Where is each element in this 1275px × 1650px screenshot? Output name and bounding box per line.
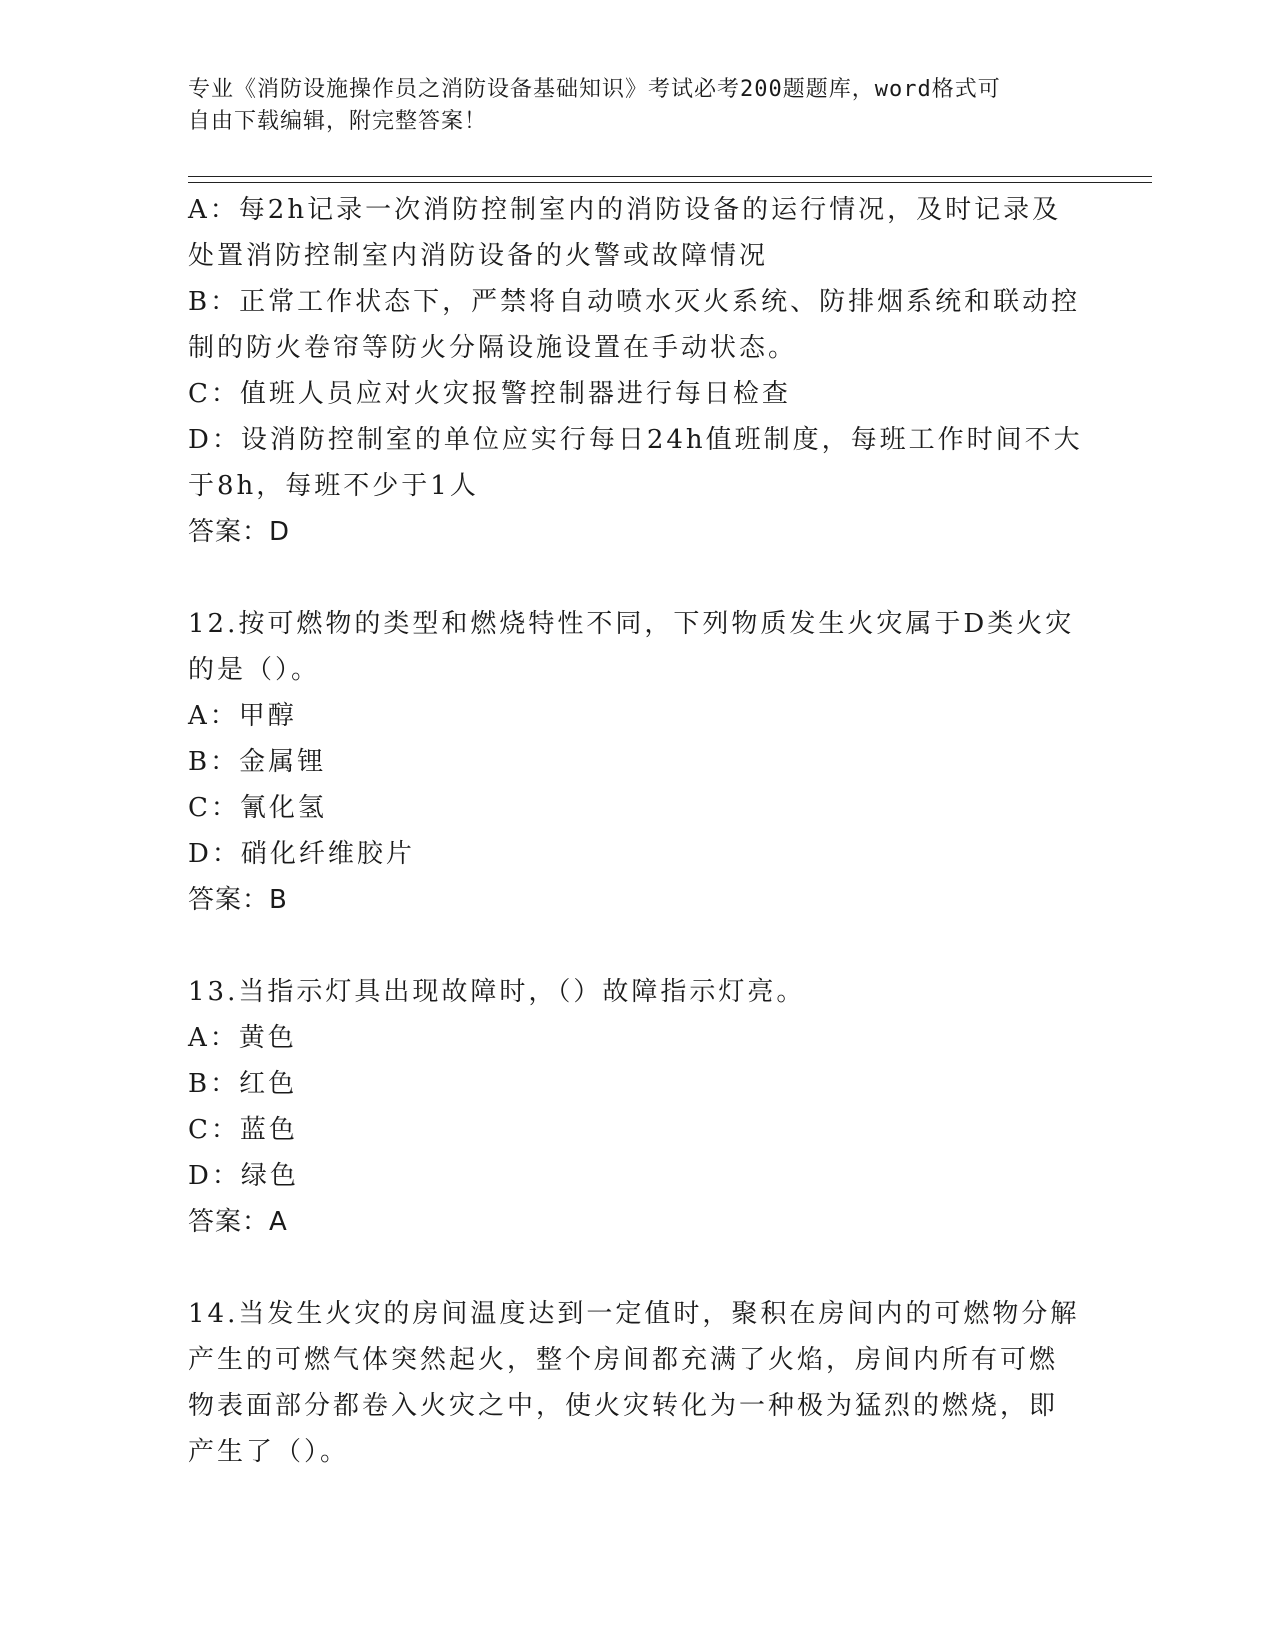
answer-line: 答案：A <box>188 1207 288 1237</box>
option-c: C：氰化氢 <box>188 793 327 823</box>
option-d: D：设消防控制室的单位应实行每日24h值班制度，每班工作时间不大 <box>188 425 1083 455</box>
spacer <box>188 1245 1068 1291</box>
option-d: D：硝化纤维胶片 <box>188 839 415 869</box>
question-14 <box>188 1291 1080 1475</box>
option-a-continued: 处置消防控制室内消防设备的火警或故障情况 <box>188 241 769 271</box>
question-stem-continued: 产生了（）。 <box>188 1437 350 1467</box>
option-b: B：红色 <box>188 1069 298 1099</box>
document-header <box>188 74 1068 138</box>
option-a: A：每2h记录一次消防控制室内的消防设备的运行情况，及时记录及 <box>188 195 1062 225</box>
question-stem-continued: 的是（）。 <box>188 655 321 685</box>
header-title-line-2: 自由下载编辑，附完整答案！ <box>188 109 488 134</box>
question-stem-continued: 产生的可燃气体突然起火，整个房间都充满了火焰，房间内所有可燃 <box>188 1345 1059 1375</box>
option-c: C：蓝色 <box>188 1115 298 1145</box>
question-content <box>188 187 1083 1475</box>
option-d: D：绿色 <box>188 1161 299 1191</box>
option-a: A：黄色 <box>188 1023 297 1053</box>
question-stem: 13.当指示灯具出现故障时，（）故障指示灯亮。 <box>188 977 806 1007</box>
question-stem-continued: 物表面部分都卷入火灾之中，使火灾转化为一种极为猛烈的燃烧，即 <box>188 1391 1059 1421</box>
option-b: B：金属锂 <box>188 747 327 777</box>
spacer <box>188 555 1068 601</box>
question-stem: 12.按可燃物的类型和燃烧特性不同，下列物质发生火灾属于D类火灾 <box>188 609 1075 639</box>
question-11 <box>188 187 1083 555</box>
question-12 <box>188 601 1075 923</box>
header-divider-top <box>188 176 1152 177</box>
option-a: A：甲醇 <box>188 701 297 731</box>
option-c: C：值班人员应对火灾报警控制器进行每日检查 <box>188 379 791 409</box>
answer-line: 答案：B <box>188 885 288 915</box>
question-stem: 14.当发生火灾的房间温度达到一定值时，聚积在房间内的可燃物分解 <box>188 1299 1080 1329</box>
spacer <box>188 923 1068 969</box>
option-b: B：正常工作状态下，严禁将自动喷水灭火系统、防排烟系统和联动控 <box>188 287 1081 317</box>
answer-line: 答案：D <box>188 517 291 547</box>
option-d-continued: 于8h，每班不少于1人 <box>188 471 479 501</box>
question-13 <box>188 969 1068 1245</box>
header-divider-bottom <box>188 182 1152 183</box>
option-b-continued: 制的防火卷帘等防火分隔设施设置在手动状态。 <box>188 333 798 363</box>
header-title-line-1: 专业《消防设施操作员之消防设备基础知识》考试必考200题题库，word格式可 <box>188 77 1001 102</box>
